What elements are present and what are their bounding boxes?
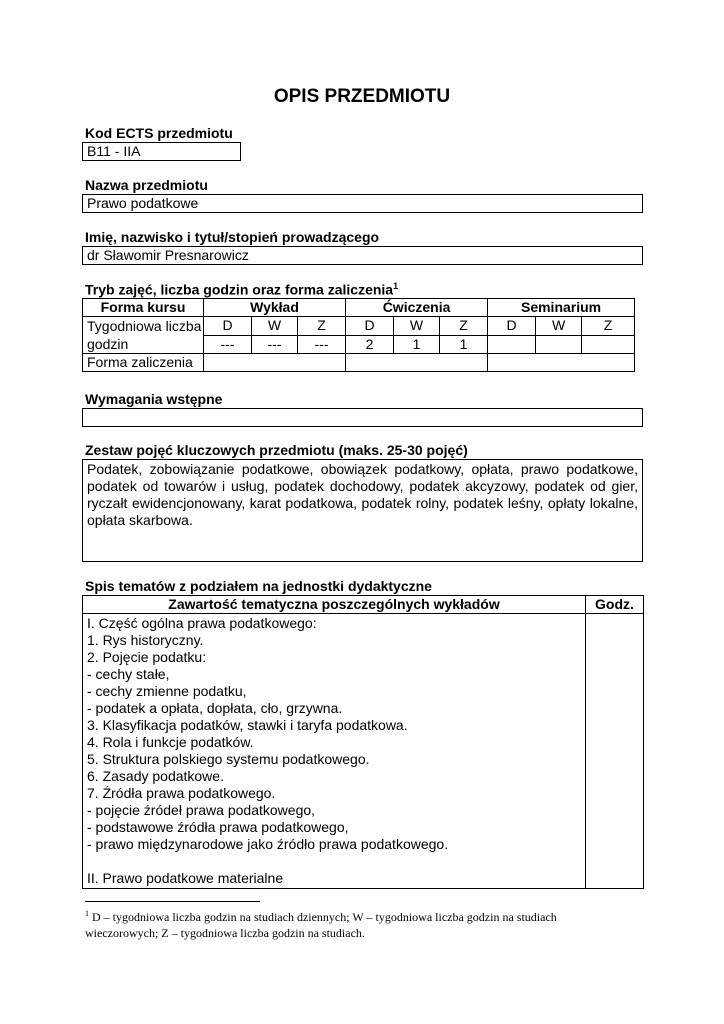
footnote-ref: 1 — [393, 281, 399, 291]
assessment-lecture — [204, 354, 346, 372]
mode-label: Tryb zajęć, liczba godzin oraz forma zaliczenia$^1$ — [85, 281, 399, 298]
sub-header: D — [488, 317, 536, 336]
topics-table — [82, 595, 644, 889]
hours-value — [536, 335, 582, 354]
sub-header: D — [346, 317, 394, 336]
hours-value: --- — [252, 335, 298, 354]
topics-body-row — [83, 614, 644, 889]
hours-value — [582, 335, 635, 354]
course-name-field: Prawo podatkowe — [82, 194, 643, 213]
hours-value — [488, 335, 536, 354]
mode-header-seminar: Seminarium — [488, 299, 635, 317]
lecturer-field: dr Sławomir Presnarowicz — [82, 246, 643, 265]
lecturer-label: Imię, nazwisko i tytuł/stopień prowadzącego — [85, 229, 380, 245]
course-name-label: Nazwa przedmiotu — [85, 177, 208, 193]
topic-line: 1. Rys historyczny. — [87, 632, 204, 648]
sub-header: W — [394, 317, 440, 336]
topic-line: - podstawowe źródła prawa podatkowego, — [87, 819, 349, 835]
ects-field: B11 - IIA — [82, 142, 241, 161]
topic-line: 3. Klasyfikacja podatków, stawki i taryfa podatkowa. — [87, 717, 408, 733]
topics-header-hours: Godz. — [586, 596, 644, 614]
topics-content-cell — [83, 614, 586, 889]
topics-hours-cell — [586, 614, 644, 889]
keywords-box: Podatek, zobowiązanie podatkowe, obowiązek podatkowy, opłata, prawo podatkowe, podatek od towarów i usług, podatek dochodowy, podatek akcyzowy, podatek od gier, ryczałt ewidencjonowany, karat podatkowa, podatek rolny, podatek leśny, opłaty lokalne, opłata skarbowa. — [82, 459, 643, 562]
mode-header-exercises: Ćwiczenia — [346, 299, 488, 317]
mode-table — [82, 298, 635, 372]
hours-value: 1 — [440, 335, 488, 354]
topic-list — [83, 614, 585, 888]
ects-label: Kod ECTS przedmiotu — [85, 125, 233, 141]
hours-value: 2 — [346, 335, 394, 354]
prerequisites-label: Wymagania wstępne — [85, 391, 223, 407]
mode-header-lecture: Wykład — [204, 299, 346, 317]
topic-line: 4. Rola i funkcje podatków. — [87, 734, 254, 750]
hours-value: 1 — [394, 335, 440, 354]
topic-line — [87, 853, 581, 870]
assessment-exercises — [346, 354, 488, 372]
mode-header-course: Forma kursu — [83, 299, 204, 317]
footnote-rule — [85, 901, 260, 902]
prerequisites-field — [82, 408, 643, 427]
sub-header: Z — [582, 317, 635, 336]
sub-header: Z — [298, 317, 346, 336]
topics-header-row — [83, 596, 644, 614]
topic-line: 5. Struktura polskiego systemu podatkowego. — [87, 751, 370, 767]
footnote — [85, 906, 630, 941]
topic-line: - pojęcie źródeł prawa podatkowego, — [87, 802, 316, 818]
assessment-label: Forma zaliczenia — [83, 354, 204, 372]
hours-label: Tygodniowa liczba godzin — [83, 317, 204, 354]
mode-subheader-row — [83, 317, 635, 336]
assessment-seminar — [488, 354, 635, 372]
mode-header-row — [83, 299, 635, 317]
footnote-text: D – tygodniowa liczba godzin na studiach dziennych; W – tygodniowa liczba godzin na studiach wieczorowych; Z – tygodniowa liczba godzin na studiach. — [85, 910, 557, 940]
topic-line: - cechy zmienne podatku, — [87, 683, 247, 699]
hours-value: --- — [298, 335, 346, 354]
sub-header: D — [204, 317, 252, 336]
topic-line: 6. Zasady podatkowe. — [87, 768, 224, 784]
footnote-marker: 1 — [85, 909, 89, 918]
hours-value: --- — [204, 335, 252, 354]
topic-line: - cechy stałe, — [87, 666, 170, 682]
topics-header-content: Zawartość tematyczna poszczególnych wykładów — [83, 596, 586, 614]
assessment-row — [83, 354, 635, 372]
keywords-label: Zestaw pojęć kluczowych przedmiotu (maks. 25-30 pojęć) — [85, 442, 468, 458]
topic-line: - podatek a opłata, dopłata, cło, grzywna. — [87, 700, 343, 716]
topics-label: Spis tematów z podziałem na jednostki dydaktyczne — [85, 578, 432, 594]
sub-header: W — [536, 317, 582, 336]
topic-line: 7. Źródła prawa podatkowego. — [87, 785, 276, 801]
sub-header: W — [252, 317, 298, 336]
topic-line: - prawo międzynarodowe jako źródło prawa podatkowego. — [87, 836, 449, 852]
sub-header: Z — [440, 317, 488, 336]
page-title: OPIS PRZEDMIOTU — [273, 86, 451, 107]
topic-line: 2. Pojęcie podatku: — [87, 649, 207, 665]
topic-line: I. Część ogólna prawa podatkowego: — [87, 615, 317, 631]
topic-line: II. Prawo podatkowe materialne — [87, 870, 284, 886]
